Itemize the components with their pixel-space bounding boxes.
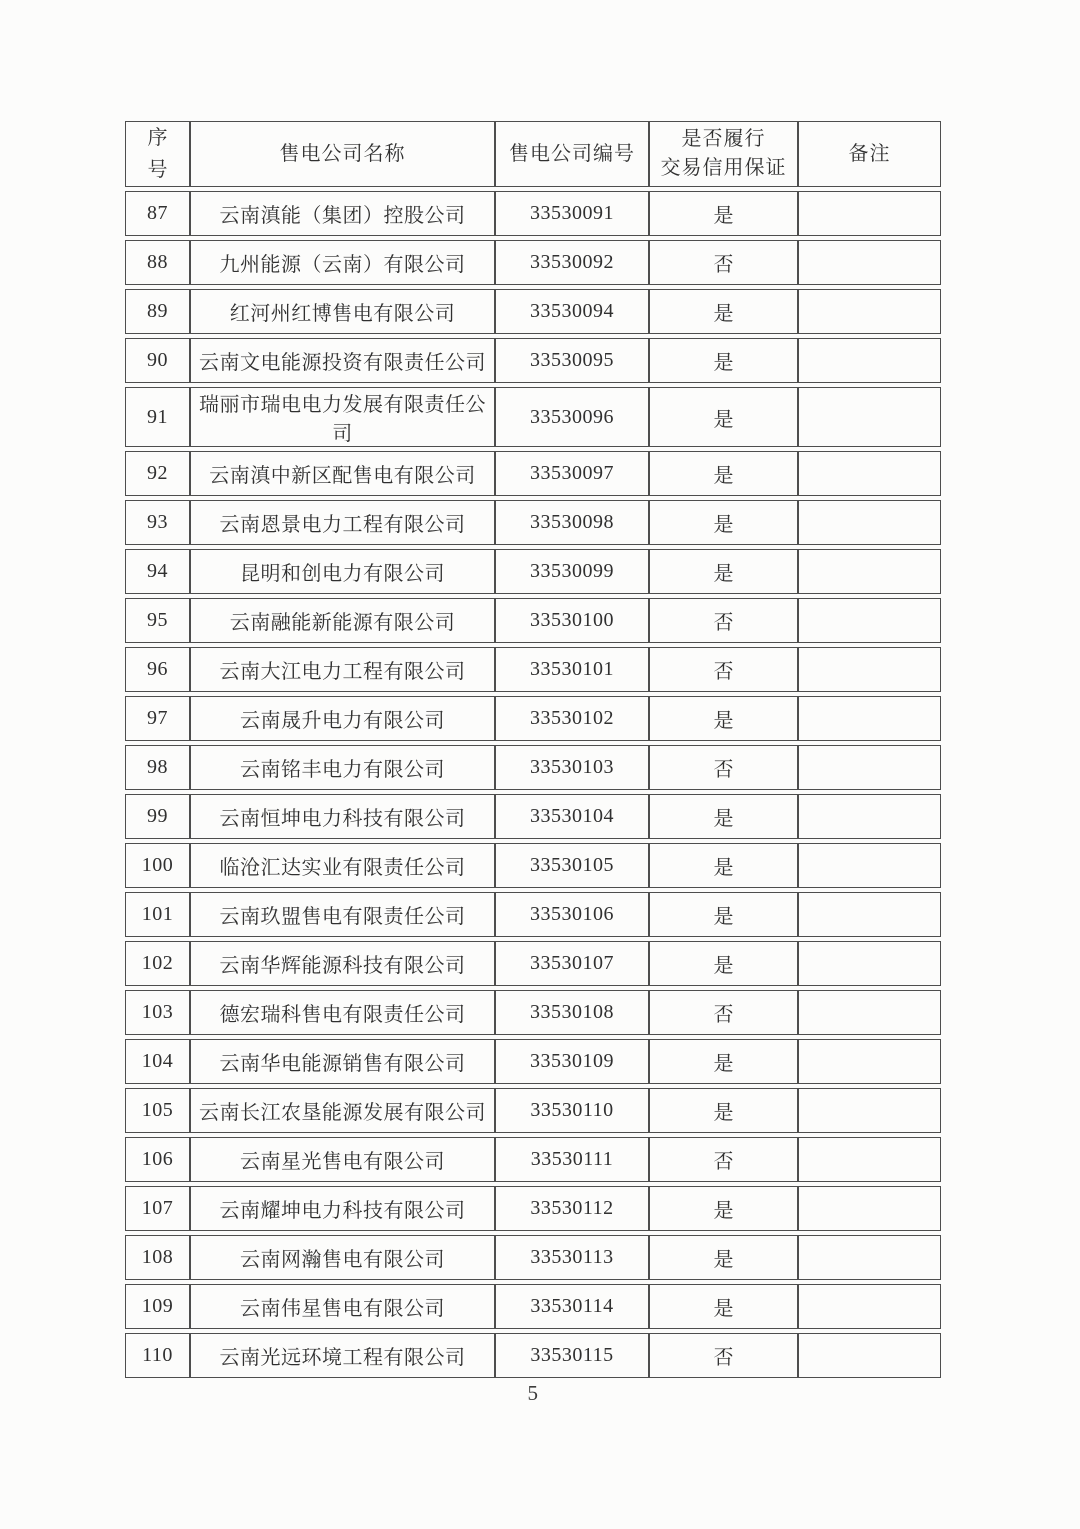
cell-serial-number: 103: [125, 990, 190, 1035]
cell-credit-guarantee: 否: [649, 240, 798, 285]
cell-company-name: 瑞丽市瑞电电力发展有限责任公司: [190, 387, 495, 447]
table-row: [125, 1137, 941, 1182]
cell-remark: [798, 1137, 941, 1182]
table-row: [125, 289, 941, 334]
cell-serial-number: 106: [125, 1137, 190, 1182]
header-serial-number-label: 序号: [147, 127, 168, 181]
table-row: [125, 1088, 941, 1133]
cell-serial-number: 87: [125, 191, 190, 236]
cell-company-code: 33530112: [495, 1186, 649, 1231]
cell-credit-guarantee: 是: [649, 794, 798, 839]
cell-credit-guarantee: 否: [649, 647, 798, 692]
cell-serial-number: 101: [125, 892, 190, 937]
cell-serial-number: 102: [125, 941, 190, 986]
cell-credit-guarantee: 是: [649, 1039, 798, 1084]
cell-remark: [798, 745, 941, 790]
cell-remark: [798, 387, 941, 447]
cell-company-code: 33530106: [495, 892, 649, 937]
cell-company-name: 云南网瀚售电有限公司: [190, 1235, 495, 1280]
table-row: [125, 387, 941, 447]
cell-company-name: 云南光远环境工程有限公司: [190, 1333, 495, 1378]
cell-serial-number: 91: [125, 387, 190, 447]
cell-company-code: 33530095: [495, 338, 649, 383]
cell-credit-guarantee: 是: [649, 1088, 798, 1133]
cell-credit-guarantee: 是: [649, 191, 798, 236]
cell-company-name: 临沧汇达实业有限责任公司: [190, 843, 495, 888]
cell-serial-number: 90: [125, 338, 190, 383]
table-row: [125, 598, 941, 643]
cell-remark: [798, 647, 941, 692]
cell-credit-guarantee: 是: [649, 549, 798, 594]
header-serial-number: [125, 121, 190, 187]
cell-credit-guarantee: 是: [649, 941, 798, 986]
cell-company-name: 云南星光售电有限公司: [190, 1137, 495, 1182]
cell-serial-number: 110: [125, 1333, 190, 1378]
table-row: [125, 696, 941, 741]
cell-company-code: 33530108: [495, 990, 649, 1035]
cell-remark: [798, 451, 941, 496]
cell-remark: [798, 1039, 941, 1084]
cell-company-code: 33530107: [495, 941, 649, 986]
table-row: [125, 500, 941, 545]
cell-remark: [798, 240, 941, 285]
cell-serial-number: 96: [125, 647, 190, 692]
table-row: [125, 892, 941, 937]
cell-remark: [798, 1235, 941, 1280]
cell-serial-number: 89: [125, 289, 190, 334]
table-row: [125, 1284, 941, 1329]
cell-serial-number: 99: [125, 794, 190, 839]
cell-credit-guarantee: 否: [649, 1137, 798, 1182]
table-row: [125, 843, 941, 888]
cell-credit-guarantee: 是: [649, 289, 798, 334]
cell-company-code: 33530113: [495, 1235, 649, 1280]
cell-company-name: 云南华辉能源科技有限公司: [190, 941, 495, 986]
cell-serial-number: 109: [125, 1284, 190, 1329]
cell-credit-guarantee: 是: [649, 1235, 798, 1280]
header-remark: 备注: [798, 121, 941, 187]
cell-remark: [798, 549, 941, 594]
cell-company-name: 昆明和创电力有限公司: [190, 549, 495, 594]
table-row: [125, 1186, 941, 1231]
cell-company-name: 云南华电能源销售有限公司: [190, 1039, 495, 1084]
table-row: [125, 941, 941, 986]
cell-company-name: 云南耀坤电力科技有限公司: [190, 1186, 495, 1231]
header-company-code: 售电公司编号: [495, 121, 649, 187]
cell-credit-guarantee: 否: [649, 990, 798, 1035]
table-row: [125, 794, 941, 839]
cell-company-name: 云南晟升电力有限公司: [190, 696, 495, 741]
cell-company-name: 云南文电能源投资有限责任公司: [190, 338, 495, 383]
cell-company-name: 云南滇中新区配售电有限公司: [190, 451, 495, 496]
cell-serial-number: 100: [125, 843, 190, 888]
table-row: [125, 1235, 941, 1280]
cell-company-name: 云南滇能（集团）控股公司: [190, 191, 495, 236]
cell-remark: [798, 500, 941, 545]
header-credit-guarantee-line2: 交易信用保证: [660, 157, 787, 179]
cell-serial-number: 105: [125, 1088, 190, 1133]
cell-credit-guarantee: 否: [649, 598, 798, 643]
cell-company-name: 云南铭丰电力有限公司: [190, 745, 495, 790]
cell-company-code: 33530115: [495, 1333, 649, 1378]
cell-remark: [798, 1333, 941, 1378]
cell-credit-guarantee: 否: [649, 1333, 798, 1378]
table-row: [125, 338, 941, 383]
cell-serial-number: 97: [125, 696, 190, 741]
cell-remark: [798, 1186, 941, 1231]
cell-remark: [798, 1088, 941, 1133]
cell-serial-number: 104: [125, 1039, 190, 1084]
table-row: [125, 990, 941, 1035]
cell-company-code: 33530100: [495, 598, 649, 643]
cell-company-code: 33530097: [495, 451, 649, 496]
cell-remark: [798, 338, 941, 383]
cell-company-name: 云南融能新能源有限公司: [190, 598, 495, 643]
cell-company-name: 德宏瑞科售电有限责任公司: [190, 990, 495, 1035]
cell-company-code: 33530110: [495, 1088, 649, 1133]
cell-remark: [798, 1284, 941, 1329]
table-row: [125, 549, 941, 594]
cell-serial-number: 92: [125, 451, 190, 496]
cell-credit-guarantee: 是: [649, 1186, 798, 1231]
table-row: [125, 191, 941, 236]
cell-company-code: 33530092: [495, 240, 649, 285]
table-row: [125, 745, 941, 790]
cell-company-code: 33530101: [495, 647, 649, 692]
cell-credit-guarantee: 是: [649, 451, 798, 496]
cell-serial-number: 88: [125, 240, 190, 285]
cell-company-name: 红河州红博售电有限公司: [190, 289, 495, 334]
cell-serial-number: 108: [125, 1235, 190, 1280]
cell-company-name: 云南长江农垦能源发展有限公司: [190, 1088, 495, 1133]
cell-credit-guarantee: 是: [649, 387, 798, 447]
cell-company-name: 云南恩景电力工程有限公司: [190, 500, 495, 545]
cell-serial-number: 95: [125, 598, 190, 643]
cell-remark: [798, 794, 941, 839]
cell-company-code: 33530098: [495, 500, 649, 545]
cell-company-code: 33530094: [495, 289, 649, 334]
cell-company-code: 33530114: [495, 1284, 649, 1329]
cell-credit-guarantee: 是: [649, 1284, 798, 1329]
cell-company-name: 云南大江电力工程有限公司: [190, 647, 495, 692]
header-company-name: 售电公司名称: [190, 121, 495, 187]
cell-serial-number: 93: [125, 500, 190, 545]
cell-credit-guarantee: 是: [649, 892, 798, 937]
cell-serial-number: 94: [125, 549, 190, 594]
power-company-table: [125, 117, 941, 1382]
table-row: [125, 1039, 941, 1084]
cell-remark: [798, 191, 941, 236]
table-body: [125, 191, 941, 1378]
table-row: [125, 1333, 941, 1378]
table-row: [125, 647, 941, 692]
cell-credit-guarantee: 是: [649, 696, 798, 741]
cell-credit-guarantee: 是: [649, 500, 798, 545]
cell-credit-guarantee: 是: [649, 338, 798, 383]
cell-company-code: 33530096: [495, 387, 649, 447]
table-row: [125, 240, 941, 285]
cell-remark: [798, 892, 941, 937]
page-number: 5: [527, 1381, 539, 1405]
cell-serial-number: 107: [125, 1186, 190, 1231]
cell-company-code: 33530105: [495, 843, 649, 888]
cell-remark: [798, 289, 941, 334]
cell-company-name: 云南玖盟售电有限责任公司: [190, 892, 495, 937]
cell-serial-number: 98: [125, 745, 190, 790]
cell-remark: [798, 843, 941, 888]
cell-company-code: 33530099: [495, 549, 649, 594]
header-credit-guarantee: [649, 121, 798, 187]
cell-remark: [798, 990, 941, 1035]
cell-company-code: 33530103: [495, 745, 649, 790]
cell-company-name: 九州能源（云南）有限公司: [190, 240, 495, 285]
cell-remark: [798, 696, 941, 741]
cell-company-code: 33530091: [495, 191, 649, 236]
cell-remark: [798, 941, 941, 986]
table-row: [125, 451, 941, 496]
cell-remark: [798, 598, 941, 643]
cell-credit-guarantee: 是: [649, 843, 798, 888]
cell-company-code: 33530102: [495, 696, 649, 741]
cell-company-name: 云南恒坤电力科技有限公司: [190, 794, 495, 839]
cell-credit-guarantee: 否: [649, 745, 798, 790]
header-credit-guarantee-line1: 是否履行: [681, 128, 766, 150]
cell-company-code: 33530109: [495, 1039, 649, 1084]
table-header-row: [125, 121, 941, 187]
cell-company-name: 云南伟星售电有限公司: [190, 1284, 495, 1329]
cell-company-code: 33530111: [495, 1137, 649, 1182]
cell-company-code: 33530104: [495, 794, 649, 839]
